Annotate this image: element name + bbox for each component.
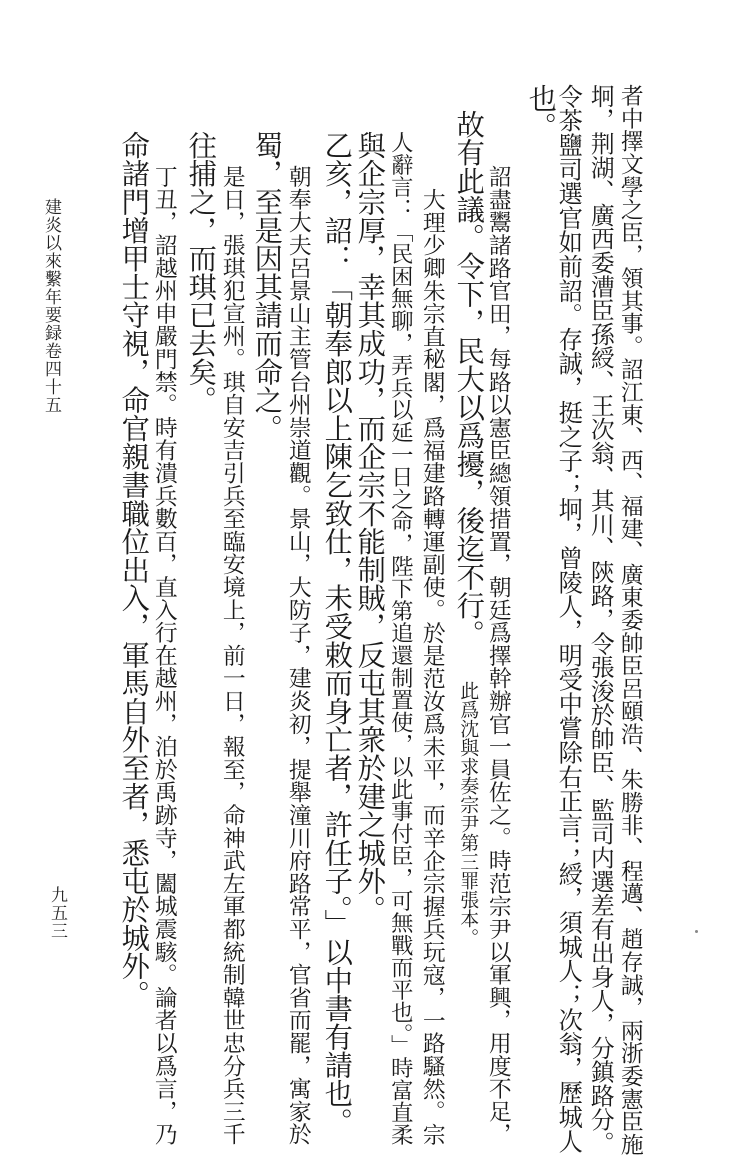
scan-speck	[695, 930, 698, 933]
text-column-6: 詔盡鬻諸路官田，每路以憲臣總領措置，朝廷爲擇幹辦官一員佐之。時范宗尹以軍興，用度不足，	[484, 165, 511, 1146]
text-column-16: 命諸門增甲士守視，命官親書職位出入，軍馬自外至者，悉屯於城外。	[117, 131, 151, 1009]
page-number: 九五三	[47, 886, 67, 940]
text-column-9: 與企宗厚，幸其成功，而企宗不能制賊，反屯其衆於建之城外。	[353, 131, 387, 924]
text-column-8: 人辭言：「民困無聊，弄兵以延一日之命，陛下第追還制置使，以此事付臣，可無戰而平也。」時富直柔	[387, 131, 414, 1146]
text-column-1: 者中擇文學之臣，領其事。詔江東、西、福建、廣東委帥臣呂頤浩、朱勝非、程邁、趙存誠，兩浙委憲臣施	[616, 84, 643, 1156]
text-column-10: 乙亥，詔：「朝奉郎以上陳乞致仕，未受敕而身亡者，許任子。」以中書有請也。	[320, 131, 354, 1136]
text-column-3: 令茶鹽司選官如前詔。存誠，挺之子；坰，曾陵人，明受中嘗除右正言；綬，須城人；次翁，歷城人	[554, 84, 584, 1154]
text-column-4: 也。	[524, 84, 558, 141]
text-column-11: 朝奉大夫呂景山主管台州崇道觀。景山，大防子，建炎初，提舉潼川府路常平，官省而罷，寓家於	[284, 165, 311, 1146]
text-column-5	[452, 110, 486, 947]
text-column-15: 丁丑，詔越州申嚴門禁。時有潰兵數百，直入行在越州，泊於禹跡寺，闔城震駭。論者以爲言，乃	[150, 165, 177, 1146]
text-column-14: 往捕之，而琪已去矣。	[184, 131, 218, 414]
small-annotation: 此爲沈與求奏宗尹第三罪張本。	[457, 680, 480, 947]
book-title-header: 建炎以來繫年要録卷四十五	[41, 198, 61, 414]
text-column-12: 蜀，至是因其請而命之。	[250, 131, 284, 443]
text-column-7: 大理少卿朱宗直秘閣，爲福建路轉運副使。於是范汝爲未平，而辛企宗握兵玩寇，一路騷然。宗	[418, 188, 445, 1146]
text-column-2: 坰，荆湖、廣西委漕臣孫綬、王次翁、其川、陝路，令張浚於帥臣、監司内選差有出身人，分鎮路分。	[586, 84, 615, 1155]
text-column-13: 是日，張琪犯宣州。琪自安吉引兵至臨安境上，前一日，報至，命神武左軍都統制韓世忠分兵三千	[218, 165, 245, 1146]
column-5-main: 故有此議。令下，民大以爲擾，後迄不行。	[452, 110, 486, 648]
